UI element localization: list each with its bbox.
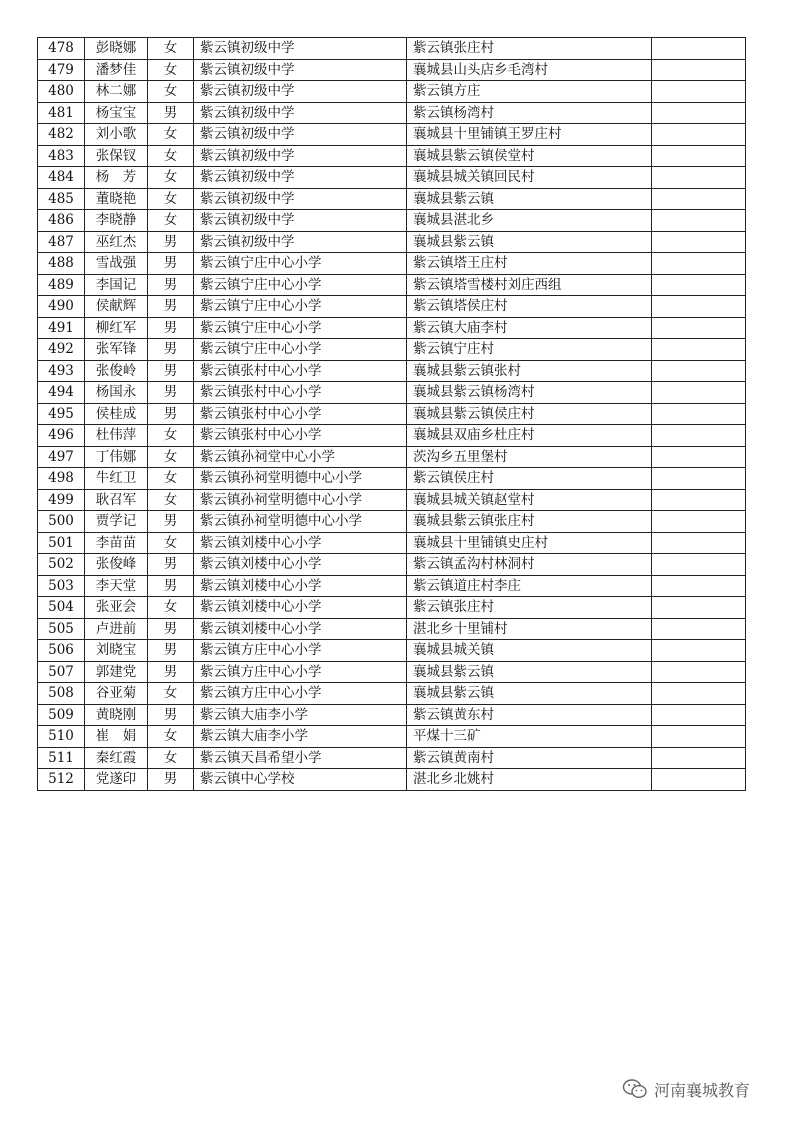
- home-address-cell: 襄城县紫云镇: [407, 231, 652, 253]
- blank-cell: [652, 446, 746, 468]
- blank-cell: [652, 167, 746, 189]
- row-number-cell: 485: [38, 188, 85, 210]
- home-address-cell: 紫云镇孟沟村林洞村: [407, 554, 652, 576]
- home-address-cell: 紫云镇张庄村: [407, 597, 652, 619]
- gender-cell: 男: [148, 317, 194, 339]
- blank-cell: [652, 769, 746, 791]
- row-number-cell: 492: [38, 339, 85, 361]
- person-name-cell: 黄晓刚: [85, 704, 148, 726]
- row-number-cell: 509: [38, 704, 85, 726]
- row-number-cell: 478: [38, 38, 85, 60]
- blank-cell: [652, 38, 746, 60]
- home-address-cell: 襄城县十里铺镇王罗庄村: [407, 124, 652, 146]
- blank-cell: [652, 618, 746, 640]
- home-address-cell: 襄城县紫云镇: [407, 188, 652, 210]
- blank-cell: [652, 597, 746, 619]
- row-number-cell: 504: [38, 597, 85, 619]
- person-name-cell: 贾学记: [85, 511, 148, 533]
- row-number-cell: 481: [38, 102, 85, 124]
- gender-cell: 女: [148, 81, 194, 103]
- table-row: [38, 145, 746, 167]
- blank-cell: [652, 726, 746, 748]
- school-name-cell: 紫云镇张村中心小学: [194, 403, 407, 425]
- table-row: [38, 640, 746, 662]
- table-row: [38, 382, 746, 404]
- gender-cell: 男: [148, 618, 194, 640]
- gender-cell: 男: [148, 769, 194, 791]
- person-name-cell: 张亚会: [85, 597, 148, 619]
- row-number-cell: 489: [38, 274, 85, 296]
- table-row: [38, 38, 746, 60]
- wechat-icon: [622, 1078, 648, 1100]
- blank-cell: [652, 81, 746, 103]
- gender-cell: 女: [148, 468, 194, 490]
- row-number-cell: 491: [38, 317, 85, 339]
- school-name-cell: 紫云镇孙祠堂明德中心小学: [194, 489, 407, 511]
- table-row: [38, 532, 746, 554]
- gender-cell: 女: [148, 747, 194, 769]
- blank-cell: [652, 124, 746, 146]
- person-name-cell: 党遂印: [85, 769, 148, 791]
- gender-cell: 男: [148, 704, 194, 726]
- gender-cell: 男: [148, 575, 194, 597]
- table-row: [38, 167, 746, 189]
- person-name-cell: 潘梦佳: [85, 59, 148, 81]
- table-row: [38, 446, 746, 468]
- gender-cell: 女: [148, 597, 194, 619]
- gender-cell: 男: [148, 102, 194, 124]
- person-name-cell: 杨宝宝: [85, 102, 148, 124]
- gender-cell: 男: [148, 554, 194, 576]
- table-row: [38, 403, 746, 425]
- table-row: [38, 683, 746, 705]
- table-row: [38, 597, 746, 619]
- gender-cell: 男: [148, 382, 194, 404]
- gender-cell: 男: [148, 661, 194, 683]
- home-address-cell: 紫云镇黄东村: [407, 704, 652, 726]
- school-name-cell: 紫云镇天昌希望小学: [194, 747, 407, 769]
- watermark-text: 河南襄城教育: [654, 1080, 751, 1100]
- blank-cell: [652, 640, 746, 662]
- home-address-cell: 湛北乡十里铺村: [407, 618, 652, 640]
- school-name-cell: 紫云镇孙祠堂中心小学: [194, 446, 407, 468]
- table-row: [38, 188, 746, 210]
- school-name-cell: 紫云镇刘楼中心小学: [194, 532, 407, 554]
- home-address-cell: 襄城县紫云镇张村: [407, 360, 652, 382]
- home-address-cell: 紫云镇侯庄村: [407, 468, 652, 490]
- row-number-cell: 500: [38, 511, 85, 533]
- home-address-cell: 襄城县湛北乡: [407, 210, 652, 232]
- person-name-cell: 侯桂成: [85, 403, 148, 425]
- school-name-cell: 紫云镇张村中心小学: [194, 360, 407, 382]
- blank-cell: [652, 210, 746, 232]
- gender-cell: 男: [148, 511, 194, 533]
- table-row: [38, 360, 746, 382]
- home-address-cell: 紫云镇塔雪楼村刘庄西组: [407, 274, 652, 296]
- school-name-cell: 紫云镇孙祠堂明德中心小学: [194, 468, 407, 490]
- person-name-cell: 卢进前: [85, 618, 148, 640]
- gender-cell: 女: [148, 446, 194, 468]
- person-name-cell: 李晓静: [85, 210, 148, 232]
- home-address-cell: 襄城县紫云镇侯堂村: [407, 145, 652, 167]
- school-name-cell: 紫云镇方庄中心小学: [194, 640, 407, 662]
- home-address-cell: 襄城县城关镇回民村: [407, 167, 652, 189]
- person-name-cell: 张保钗: [85, 145, 148, 167]
- person-name-cell: 林二娜: [85, 81, 148, 103]
- row-number-cell: 482: [38, 124, 85, 146]
- school-name-cell: 紫云镇方庄中心小学: [194, 683, 407, 705]
- person-name-cell: 杨 芳: [85, 167, 148, 189]
- table-row: [38, 575, 746, 597]
- row-number-cell: 510: [38, 726, 85, 748]
- blank-cell: [652, 188, 746, 210]
- row-number-cell: 490: [38, 296, 85, 318]
- home-address-cell: 襄城县十里铺镇史庄村: [407, 532, 652, 554]
- gender-cell: 女: [148, 726, 194, 748]
- school-name-cell: 紫云镇初级中学: [194, 38, 407, 60]
- blank-cell: [652, 231, 746, 253]
- row-number-cell: 479: [38, 59, 85, 81]
- blank-cell: [652, 489, 746, 511]
- row-number-cell: 483: [38, 145, 85, 167]
- school-name-cell: 紫云镇宁庄中心小学: [194, 274, 407, 296]
- blank-cell: [652, 532, 746, 554]
- person-name-cell: 彭晓娜: [85, 38, 148, 60]
- blank-cell: [652, 360, 746, 382]
- row-number-cell: 497: [38, 446, 85, 468]
- person-name-cell: 谷亚菊: [85, 683, 148, 705]
- gender-cell: 男: [148, 403, 194, 425]
- home-address-cell: 襄城县紫云镇张庄村: [407, 511, 652, 533]
- roster-table: [37, 37, 746, 791]
- home-address-cell: 襄城县紫云镇: [407, 661, 652, 683]
- table-row: [38, 704, 746, 726]
- person-name-cell: 郭建党: [85, 661, 148, 683]
- school-name-cell: 紫云镇宁庄中心小学: [194, 317, 407, 339]
- row-number-cell: 486: [38, 210, 85, 232]
- gender-cell: 女: [148, 210, 194, 232]
- person-name-cell: 李苗苗: [85, 532, 148, 554]
- blank-cell: [652, 468, 746, 490]
- school-name-cell: 紫云镇初级中学: [194, 59, 407, 81]
- school-name-cell: 紫云镇刘楼中心小学: [194, 597, 407, 619]
- person-name-cell: 张俊岭: [85, 360, 148, 382]
- home-address-cell: 湛北乡北姚村: [407, 769, 652, 791]
- row-number-cell: 507: [38, 661, 85, 683]
- school-name-cell: 紫云镇孙祠堂明德中心小学: [194, 511, 407, 533]
- table-row: [38, 661, 746, 683]
- blank-cell: [652, 747, 746, 769]
- blank-cell: [652, 382, 746, 404]
- table-row: [38, 747, 746, 769]
- row-number-cell: 488: [38, 253, 85, 275]
- person-name-cell: 崔 娟: [85, 726, 148, 748]
- gender-cell: 男: [148, 360, 194, 382]
- table-row: [38, 231, 746, 253]
- blank-cell: [652, 59, 746, 81]
- blank-cell: [652, 296, 746, 318]
- table-row: [38, 489, 746, 511]
- table-row: [38, 102, 746, 124]
- home-address-cell: 茨沟乡五里堡村: [407, 446, 652, 468]
- home-address-cell: 襄城县山头店乡毛湾村: [407, 59, 652, 81]
- table-row: [38, 769, 746, 791]
- person-name-cell: 雪战强: [85, 253, 148, 275]
- person-name-cell: 柳红军: [85, 317, 148, 339]
- home-address-cell: 紫云镇黄南村: [407, 747, 652, 769]
- blank-cell: [652, 554, 746, 576]
- home-address-cell: 襄城县紫云镇: [407, 683, 652, 705]
- gender-cell: 女: [148, 188, 194, 210]
- row-number-cell: 494: [38, 382, 85, 404]
- home-address-cell: 紫云镇宁庄村: [407, 339, 652, 361]
- blank-cell: [652, 511, 746, 533]
- blank-cell: [652, 253, 746, 275]
- school-name-cell: 紫云镇刘楼中心小学: [194, 618, 407, 640]
- person-name-cell: 张军锋: [85, 339, 148, 361]
- row-number-cell: 508: [38, 683, 85, 705]
- table-row: [38, 253, 746, 275]
- table-row: [38, 59, 746, 81]
- row-number-cell: 501: [38, 532, 85, 554]
- school-name-cell: 紫云镇宁庄中心小学: [194, 253, 407, 275]
- school-name-cell: 紫云镇初级中学: [194, 167, 407, 189]
- person-name-cell: 侯献辉: [85, 296, 148, 318]
- row-number-cell: 487: [38, 231, 85, 253]
- home-address-cell: 紫云镇塔侯庄村: [407, 296, 652, 318]
- table-row: [38, 296, 746, 318]
- school-name-cell: 紫云镇初级中学: [194, 102, 407, 124]
- school-name-cell: 紫云镇初级中学: [194, 231, 407, 253]
- person-name-cell: 丁伟娜: [85, 446, 148, 468]
- home-address-cell: 紫云镇塔王庄村: [407, 253, 652, 275]
- row-number-cell: 493: [38, 360, 85, 382]
- blank-cell: [652, 403, 746, 425]
- table-row: [38, 81, 746, 103]
- row-number-cell: 503: [38, 575, 85, 597]
- home-address-cell: 襄城县紫云镇侯庄村: [407, 403, 652, 425]
- home-address-cell: 紫云镇张庄村: [407, 38, 652, 60]
- row-number-cell: 498: [38, 468, 85, 490]
- person-name-cell: 李天堂: [85, 575, 148, 597]
- table-row: [38, 511, 746, 533]
- gender-cell: 女: [148, 683, 194, 705]
- school-name-cell: 紫云镇初级中学: [194, 210, 407, 232]
- table-row: [38, 210, 746, 232]
- school-name-cell: 紫云镇初级中学: [194, 124, 407, 146]
- table-row: [38, 317, 746, 339]
- home-address-cell: 紫云镇道庄村李庄: [407, 575, 652, 597]
- blank-cell: [652, 704, 746, 726]
- school-name-cell: 紫云镇张村中心小学: [194, 425, 407, 447]
- person-name-cell: 巫红杰: [85, 231, 148, 253]
- blank-cell: [652, 661, 746, 683]
- person-name-cell: 李国记: [85, 274, 148, 296]
- blank-cell: [652, 317, 746, 339]
- table-row: [38, 339, 746, 361]
- blank-cell: [652, 575, 746, 597]
- gender-cell: 女: [148, 532, 194, 554]
- gender-cell: 男: [148, 253, 194, 275]
- gender-cell: 女: [148, 425, 194, 447]
- gender-cell: 女: [148, 145, 194, 167]
- school-name-cell: 紫云镇大庙李小学: [194, 704, 407, 726]
- gender-cell: 男: [148, 231, 194, 253]
- person-name-cell: 刘小歌: [85, 124, 148, 146]
- blank-cell: [652, 145, 746, 167]
- row-number-cell: 496: [38, 425, 85, 447]
- table-row: [38, 468, 746, 490]
- table-row: [38, 554, 746, 576]
- gender-cell: 女: [148, 489, 194, 511]
- table-row: [38, 124, 746, 146]
- school-name-cell: 紫云镇方庄中心小学: [194, 661, 407, 683]
- roster-body: [38, 38, 746, 791]
- school-name-cell: 紫云镇宁庄中心小学: [194, 339, 407, 361]
- blank-cell: [652, 683, 746, 705]
- row-number-cell: 511: [38, 747, 85, 769]
- gender-cell: 男: [148, 640, 194, 662]
- blank-cell: [652, 425, 746, 447]
- home-address-cell: 紫云镇方庄: [407, 81, 652, 103]
- gender-cell: 女: [148, 167, 194, 189]
- school-name-cell: 紫云镇刘楼中心小学: [194, 575, 407, 597]
- home-address-cell: 襄城县城关镇: [407, 640, 652, 662]
- gender-cell: 女: [148, 124, 194, 146]
- school-name-cell: 紫云镇初级中学: [194, 188, 407, 210]
- table-row: [38, 425, 746, 447]
- gender-cell: 男: [148, 296, 194, 318]
- row-number-cell: 506: [38, 640, 85, 662]
- person-name-cell: 刘晓宝: [85, 640, 148, 662]
- school-name-cell: 紫云镇张村中心小学: [194, 382, 407, 404]
- blank-cell: [652, 339, 746, 361]
- blank-cell: [652, 102, 746, 124]
- school-name-cell: 紫云镇宁庄中心小学: [194, 296, 407, 318]
- gender-cell: 男: [148, 339, 194, 361]
- row-number-cell: 505: [38, 618, 85, 640]
- row-number-cell: 495: [38, 403, 85, 425]
- person-name-cell: 秦红霞: [85, 747, 148, 769]
- person-name-cell: 张俊峰: [85, 554, 148, 576]
- row-number-cell: 499: [38, 489, 85, 511]
- home-address-cell: 襄城县城关镇赵堂村: [407, 489, 652, 511]
- table-row: [38, 618, 746, 640]
- gender-cell: 女: [148, 38, 194, 60]
- row-number-cell: 484: [38, 167, 85, 189]
- school-name-cell: 紫云镇大庙李小学: [194, 726, 407, 748]
- gender-cell: 男: [148, 274, 194, 296]
- table-row: [38, 274, 746, 296]
- watermark: [622, 1076, 750, 1102]
- home-address-cell: 平煤十三矿: [407, 726, 652, 748]
- row-number-cell: 512: [38, 769, 85, 791]
- home-address-cell: 紫云镇杨湾村: [407, 102, 652, 124]
- school-name-cell: 紫云镇初级中学: [194, 145, 407, 167]
- home-address-cell: 襄城县紫云镇杨湾村: [407, 382, 652, 404]
- person-name-cell: 耿召军: [85, 489, 148, 511]
- home-address-cell: 襄城县双庙乡杜庄村: [407, 425, 652, 447]
- person-name-cell: 董晓艳: [85, 188, 148, 210]
- school-name-cell: 紫云镇初级中学: [194, 81, 407, 103]
- table-row: [38, 726, 746, 748]
- school-name-cell: 紫云镇中心学校: [194, 769, 407, 791]
- school-name-cell: 紫云镇刘楼中心小学: [194, 554, 407, 576]
- row-number-cell: 480: [38, 81, 85, 103]
- person-name-cell: 牛红卫: [85, 468, 148, 490]
- person-name-cell: 杜伟萍: [85, 425, 148, 447]
- person-name-cell: 杨国永: [85, 382, 148, 404]
- blank-cell: [652, 274, 746, 296]
- home-address-cell: 紫云镇大庙李村: [407, 317, 652, 339]
- gender-cell: 女: [148, 59, 194, 81]
- row-number-cell: 502: [38, 554, 85, 576]
